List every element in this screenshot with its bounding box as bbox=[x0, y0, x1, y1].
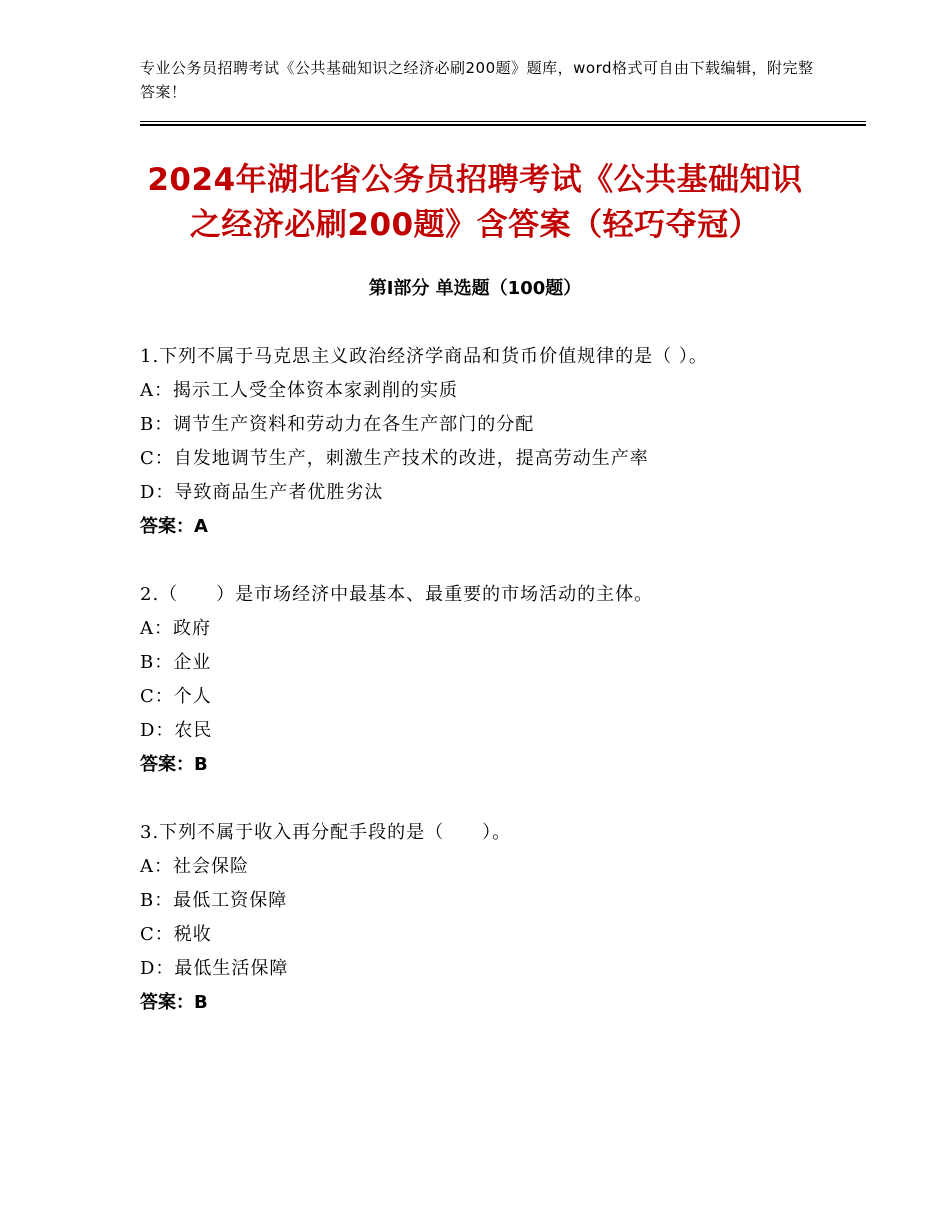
option-a: A：社会保险 bbox=[140, 856, 249, 877]
question-stem: 2.（ ）是市场经济中最基本、最重要的市场活动的主体。 bbox=[140, 584, 654, 605]
option-b: B：调节生产资料和劳动力在各生产部门的分配 bbox=[140, 414, 535, 435]
option-a: A：揭示工人受全体资本家剥削的实质 bbox=[140, 380, 458, 401]
document-title: 2024年湖北省公务员招聘考试《公共基础知识之经济必刷200题》含答案（轻巧夺冠） bbox=[147, 162, 803, 243]
question-2 bbox=[140, 580, 760, 782]
part-title: 第Ⅰ部分 单选题（100题） bbox=[368, 278, 582, 299]
answer: 答案：B bbox=[140, 992, 208, 1013]
option-d: D：导致商品生产者优胜劣汰 bbox=[140, 482, 384, 503]
header-divider-thin bbox=[140, 121, 866, 122]
header-divider bbox=[140, 121, 866, 126]
option-c: C：个人 bbox=[140, 686, 212, 707]
option-b: B：企业 bbox=[140, 652, 212, 673]
option-d: D：最低生活保障 bbox=[140, 958, 289, 979]
header-divider-thick bbox=[140, 124, 866, 126]
option-d: D：农民 bbox=[140, 720, 213, 741]
option-c: C：税收 bbox=[140, 924, 212, 945]
option-c: C：自发地调节生产，刺激生产技术的改进，提高劳动生产率 bbox=[140, 448, 649, 469]
option-b: B：最低工资保障 bbox=[140, 890, 288, 911]
header-note: 专业公务员招聘考试《公共基础知识之经济必刷200题》题库，word格式可自由下载编辑，附完整答案！ bbox=[140, 59, 814, 101]
answer: 答案：B bbox=[140, 754, 208, 775]
question-stem: 1.下列不属于马克思主义政治经济学商品和货币价值规律的是（ ）。 bbox=[140, 346, 708, 367]
question-list bbox=[140, 342, 760, 1056]
question-1 bbox=[140, 342, 760, 544]
question-stem: 3.下列不属于收入再分配手段的是（ ）。 bbox=[140, 822, 512, 843]
answer: 答案：A bbox=[140, 516, 208, 537]
option-a: A：政府 bbox=[140, 618, 211, 639]
question-3 bbox=[140, 818, 760, 1020]
